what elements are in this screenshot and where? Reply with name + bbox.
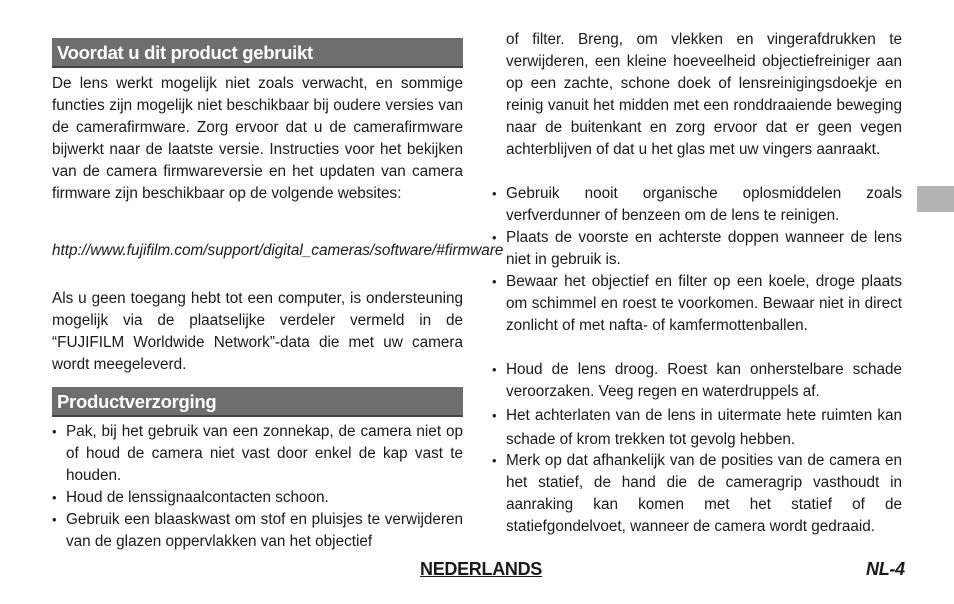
care-bullet-1: • Pak, bij het gebruik van een zonnekap, de camera niet op of houd de camera niet vast door enkel de kap vast te houden.	[52, 421, 463, 487]
care-bullet-7: • Houd de lens droog. Roest kan onherstelbare schade veroorzaken. Veeg regen en waterdruppels af.	[492, 359, 902, 403]
care-bullet-4: • Gebruik nooit organische oplosmiddelen zoals verfverdunner of benzeen om de lens te reinigen.	[492, 183, 902, 227]
chapter-tab	[917, 186, 954, 212]
support-paragraph: Als u geen toegang hebt tot een computer, is ondersteuning mogelijk via de plaatselijke verdeler vermeld in de “FUJIFILM Worldwide Network”-data die met uw camera wordt meegeleverd.	[52, 290, 463, 373]
care-bullet-9: • Merk op dat afhankelijk van de posities van de camera en het statief, de hand die de cameragrip vasthoudt in aanraking kan komen met het statief of de statiefgondelvoet, wanneer de camera wordt gedraaid.	[492, 450, 902, 538]
intro-paragraph: De lens werkt mogelijk niet zoals verwacht, en sommige functies zijn mogelijk niet beschikbaar bij oudere versies van de camerafirmware. Zorg ervoor dat u de camerafirmware bijwerkt naar de laatste versie. Instructies voor het bekijken van de camera firmwareversie en het updaten van camera firmware zijn beschikbaar op de volgende websites:	[52, 75, 463, 202]
care-bullet-2: • Houd de lenssignaalcontacten schoon.	[52, 487, 463, 509]
care-bullet-3: • Gebruik een blaaskwast om stof en pluisjes te verwijderen van de glazen oppervlakken van het objectief	[52, 509, 463, 553]
care-bullet-8: • Het achterlaten van de lens in uitermate hete ruimten kan schade of krom trekken tot gevolg hebben.	[492, 404, 902, 452]
firmware-url[interactable]: http://www.fujifilm.com/support/digital_cameras/software/#firmware	[52, 242, 504, 259]
section-heading-before-use: Voordat u dit product gebruikt	[52, 38, 463, 68]
footer-language: NEDERLANDS	[420, 559, 543, 579]
care-continuation: of filter. Breng, om vlekken en vingerafdrukken te verwijderen, een kleine hoeveelheid objectiefreiniger aan op een zachte, schone doek of lensreinigingsdoekje en reinig vanuit het midden met een ronddraaiende beweging naar de buitenkant en zorg ervoor dat er geen vegen achterblijven of dat u het glas met uw vingers aanraakt.	[506, 31, 902, 158]
section-heading-care: Productverzorging	[52, 387, 463, 417]
page-number: NL-4	[866, 559, 905, 579]
care-bullet-5: • Plaats de voorste en achterste doppen wanneer de lens niet in gebruik is.	[492, 227, 902, 271]
care-bullet-6: • Bewaar het objectief en filter op een koele, droge plaats om schimmel en roest te voorkomen. Bewaar niet in direct zonlicht of met nafta- of kamfermottenballen.	[492, 271, 902, 337]
